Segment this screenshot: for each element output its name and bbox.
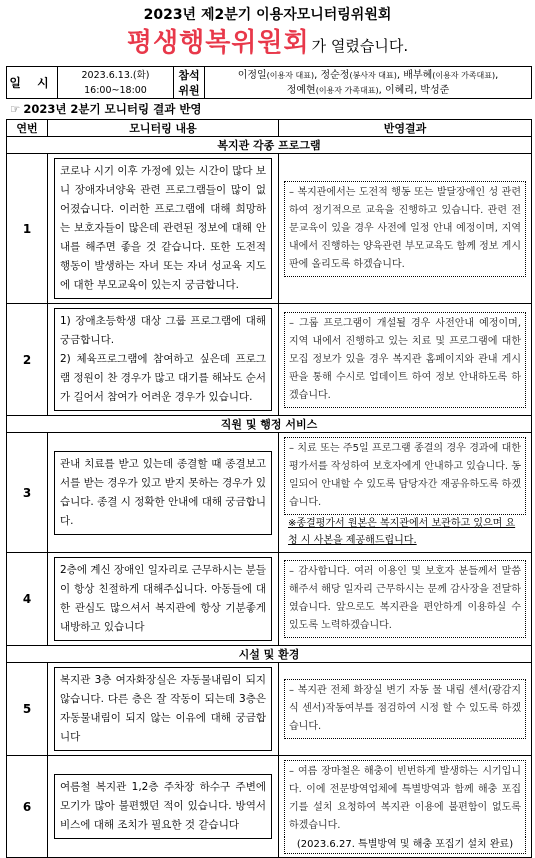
monitoring-content: 2층에 계신 장애인 일자리로 근무하시는 분들이 항상 친절하게 대해주십니다. 아동들에 대한 관심도 많으셔서 복지관에 항상 기분좋게 내방하고 있습니다 xyxy=(54,557,272,641)
date-cell xyxy=(58,67,174,99)
row-number: 3 xyxy=(7,433,48,553)
meeting-time: 16:00~18:00 xyxy=(84,84,147,96)
header-no: 연번 xyxy=(7,120,48,137)
member-name: 배부혜 xyxy=(403,69,433,81)
attendees-list: 이정일(이용자 대표), 정순정(봉사자 대표), 배부혜(이용자 가족대표), 정예현(이용자 가족대표), 이혜리, 박성준 xyxy=(205,67,532,99)
headline-tail: 가 열렸습니다. xyxy=(311,37,409,55)
result-text: – 그룹 프로그램이 개설될 경우 사전안내 예정이며, 지역 내에서 진행하고 있는 치료 및 프로그램에 대한 모집 정보가 있을 경우 복지관 홈페이지와 관내 게시판을 통해 수시로 업데이트 하여 정보 안내하도록 하겠습니다. xyxy=(284,312,526,408)
member-role: (이용자 가족대표) xyxy=(315,85,379,95)
monitoring-content: 관내 치료를 받고 있는데 종결할 때 종결보고서를 받는 경우가 있고 받지 못하는 경우가 있습니다. 종결 시 정확한 안내에 대해 궁금합니다. xyxy=(54,451,272,535)
section-heading: ☞ 2023년 2분기 모니터링 결과 반영 xyxy=(10,102,202,116)
row-number: 1 xyxy=(7,154,48,304)
result-note: ※종결평가서 원본은 복지관에서 보관하고 있으며 요청 시 사본을 제공해드립니다. xyxy=(288,518,516,546)
row-number: 4 xyxy=(7,553,48,646)
result-text: – 여름 장마철은 해충이 빈번하게 발생하는 시기입니다. 이에 전문방역업체에 특별방역과 함께 해충 포집기를 설치 요청하여 복지관 이용에 불편함이 없도록 하겠습니다. xyxy=(284,760,526,837)
table-header-row xyxy=(7,120,532,137)
table-row xyxy=(7,433,532,553)
member-name: 이혜리 xyxy=(384,84,414,96)
row-number: 6 xyxy=(7,756,48,858)
pointing-hand-icon: ☞ xyxy=(10,102,21,116)
member-name: 이정일 xyxy=(237,69,267,81)
meeting-date: 2023.6.13.(화) xyxy=(81,69,150,81)
monitoring-content: 1) 장애초등학생 대상 그룹 프로그램에 대해 궁금합니다. 2) 체육프로그램에 참여하고 싶은데 프로그램 정원이 찬 경우가 많고 대기를 해놔도 순서가 길어서 참여가 어려운 경우가 있습니다. xyxy=(54,308,272,411)
meeting-info-table xyxy=(6,66,532,99)
header-content: 모니터링 내용 xyxy=(48,120,279,137)
member-role: (이용자 대표) xyxy=(266,70,315,80)
headline xyxy=(2,22,533,59)
category-row: 시설 및 환경 xyxy=(7,646,532,663)
monitoring-results-table xyxy=(6,119,532,858)
monitoring-content: 코로나 시기 이후 가정에 있는 시간이 많다 보니 장애자녀양육 관련 프로그램들이 많이 없어졌습니다. 이러한 프로그램에 대해 희망하는 보호자들이 많은데 관련된 정보에 대해 안내를 해주면 좋을 것 같습니다. 또한 도전적 행동이 발생하는 자녀 또는 자녀 성교육 지도에 대한 부모교육이 있는지 궁금합니다. xyxy=(54,158,272,299)
result-text: – 치료 또는 주5일 프로그램 종결의 경우 경과에 대한 평가서를 작성하여 보호자에게 안내하고 있습니다. 동일되어 안내할 수 있도록 담당자간 재공유하도록 하겠습니다. xyxy=(284,437,526,515)
newsletter-page xyxy=(2,2,533,850)
member-role: (봉사자 대표) xyxy=(349,70,397,80)
member-name: 박성준 xyxy=(420,84,450,96)
result-text: – 복지관에서는 도전적 행동 또는 발달장애인 성 관련하여 정기적으로 교육을 진행하고 있습니다. 관련 전문교육이 있을 경우 사전에 일정 안내 예정이며, 지역 내에서 진행하는 양육관련 부모교육도 함께 정보 게시판에 올리도록 하겠습니다. xyxy=(284,181,526,277)
monitoring-content: 복지관 3층 여자화장실은 자동물내림이 되지 않습니다. 다른 층은 잘 작동이 되는데 3층은 자동물내림이 되지 않는 이유에 대해 궁금합니다 xyxy=(54,667,272,751)
member-name: 정예현 xyxy=(286,84,316,96)
member-name: 정순정 xyxy=(320,69,350,81)
title-line: 2023년 제2분기 이용자모니터링위원회 xyxy=(143,7,392,23)
row-number: 5 xyxy=(7,663,48,756)
result-text: – 복지관 전체 화장실 변기 자동 물 내림 센서(광감지식 센서)작동여부를 점검하여 시정 할 수 있도록 하겠습니다. xyxy=(284,679,526,739)
table-row xyxy=(7,553,532,646)
header-result: 반영결과 xyxy=(279,120,532,137)
date-label: 일 시 xyxy=(7,67,58,99)
table-row xyxy=(7,663,532,756)
monitoring-content: 여름철 복지관 1,2층 주차장 하수구 주변에 모기가 많아 불편했던 적이 있습니다. 방역서비스에 대해 조치가 필요한 것 같습니다 xyxy=(54,774,272,839)
member-role: (이용자 가족대표) xyxy=(432,70,496,80)
category-row: 복지관 각종 프로그램 xyxy=(7,137,532,154)
row-number: 2 xyxy=(7,304,48,416)
result-text: – 감사합니다. 여러 이용인 및 보호자 분들께서 말씀해주셔 해당 일자리 근무하시는 문께 감사장을 전달하였습니다. 앞으로도 복지관을 편안하게 이용하실 수 있도록 노력하겠습니다. xyxy=(284,560,526,638)
result-note: (2023.6.27. 특별방역 및 해충 포집기 설치 완료) xyxy=(284,837,526,854)
table-row xyxy=(7,154,532,304)
table-row xyxy=(7,304,532,416)
category-row: 직원 및 행정 서비스 xyxy=(7,416,532,433)
headline-committee-name: 평생행복위원회 xyxy=(126,28,310,58)
attendees-label: 참석 위원 xyxy=(174,67,205,99)
